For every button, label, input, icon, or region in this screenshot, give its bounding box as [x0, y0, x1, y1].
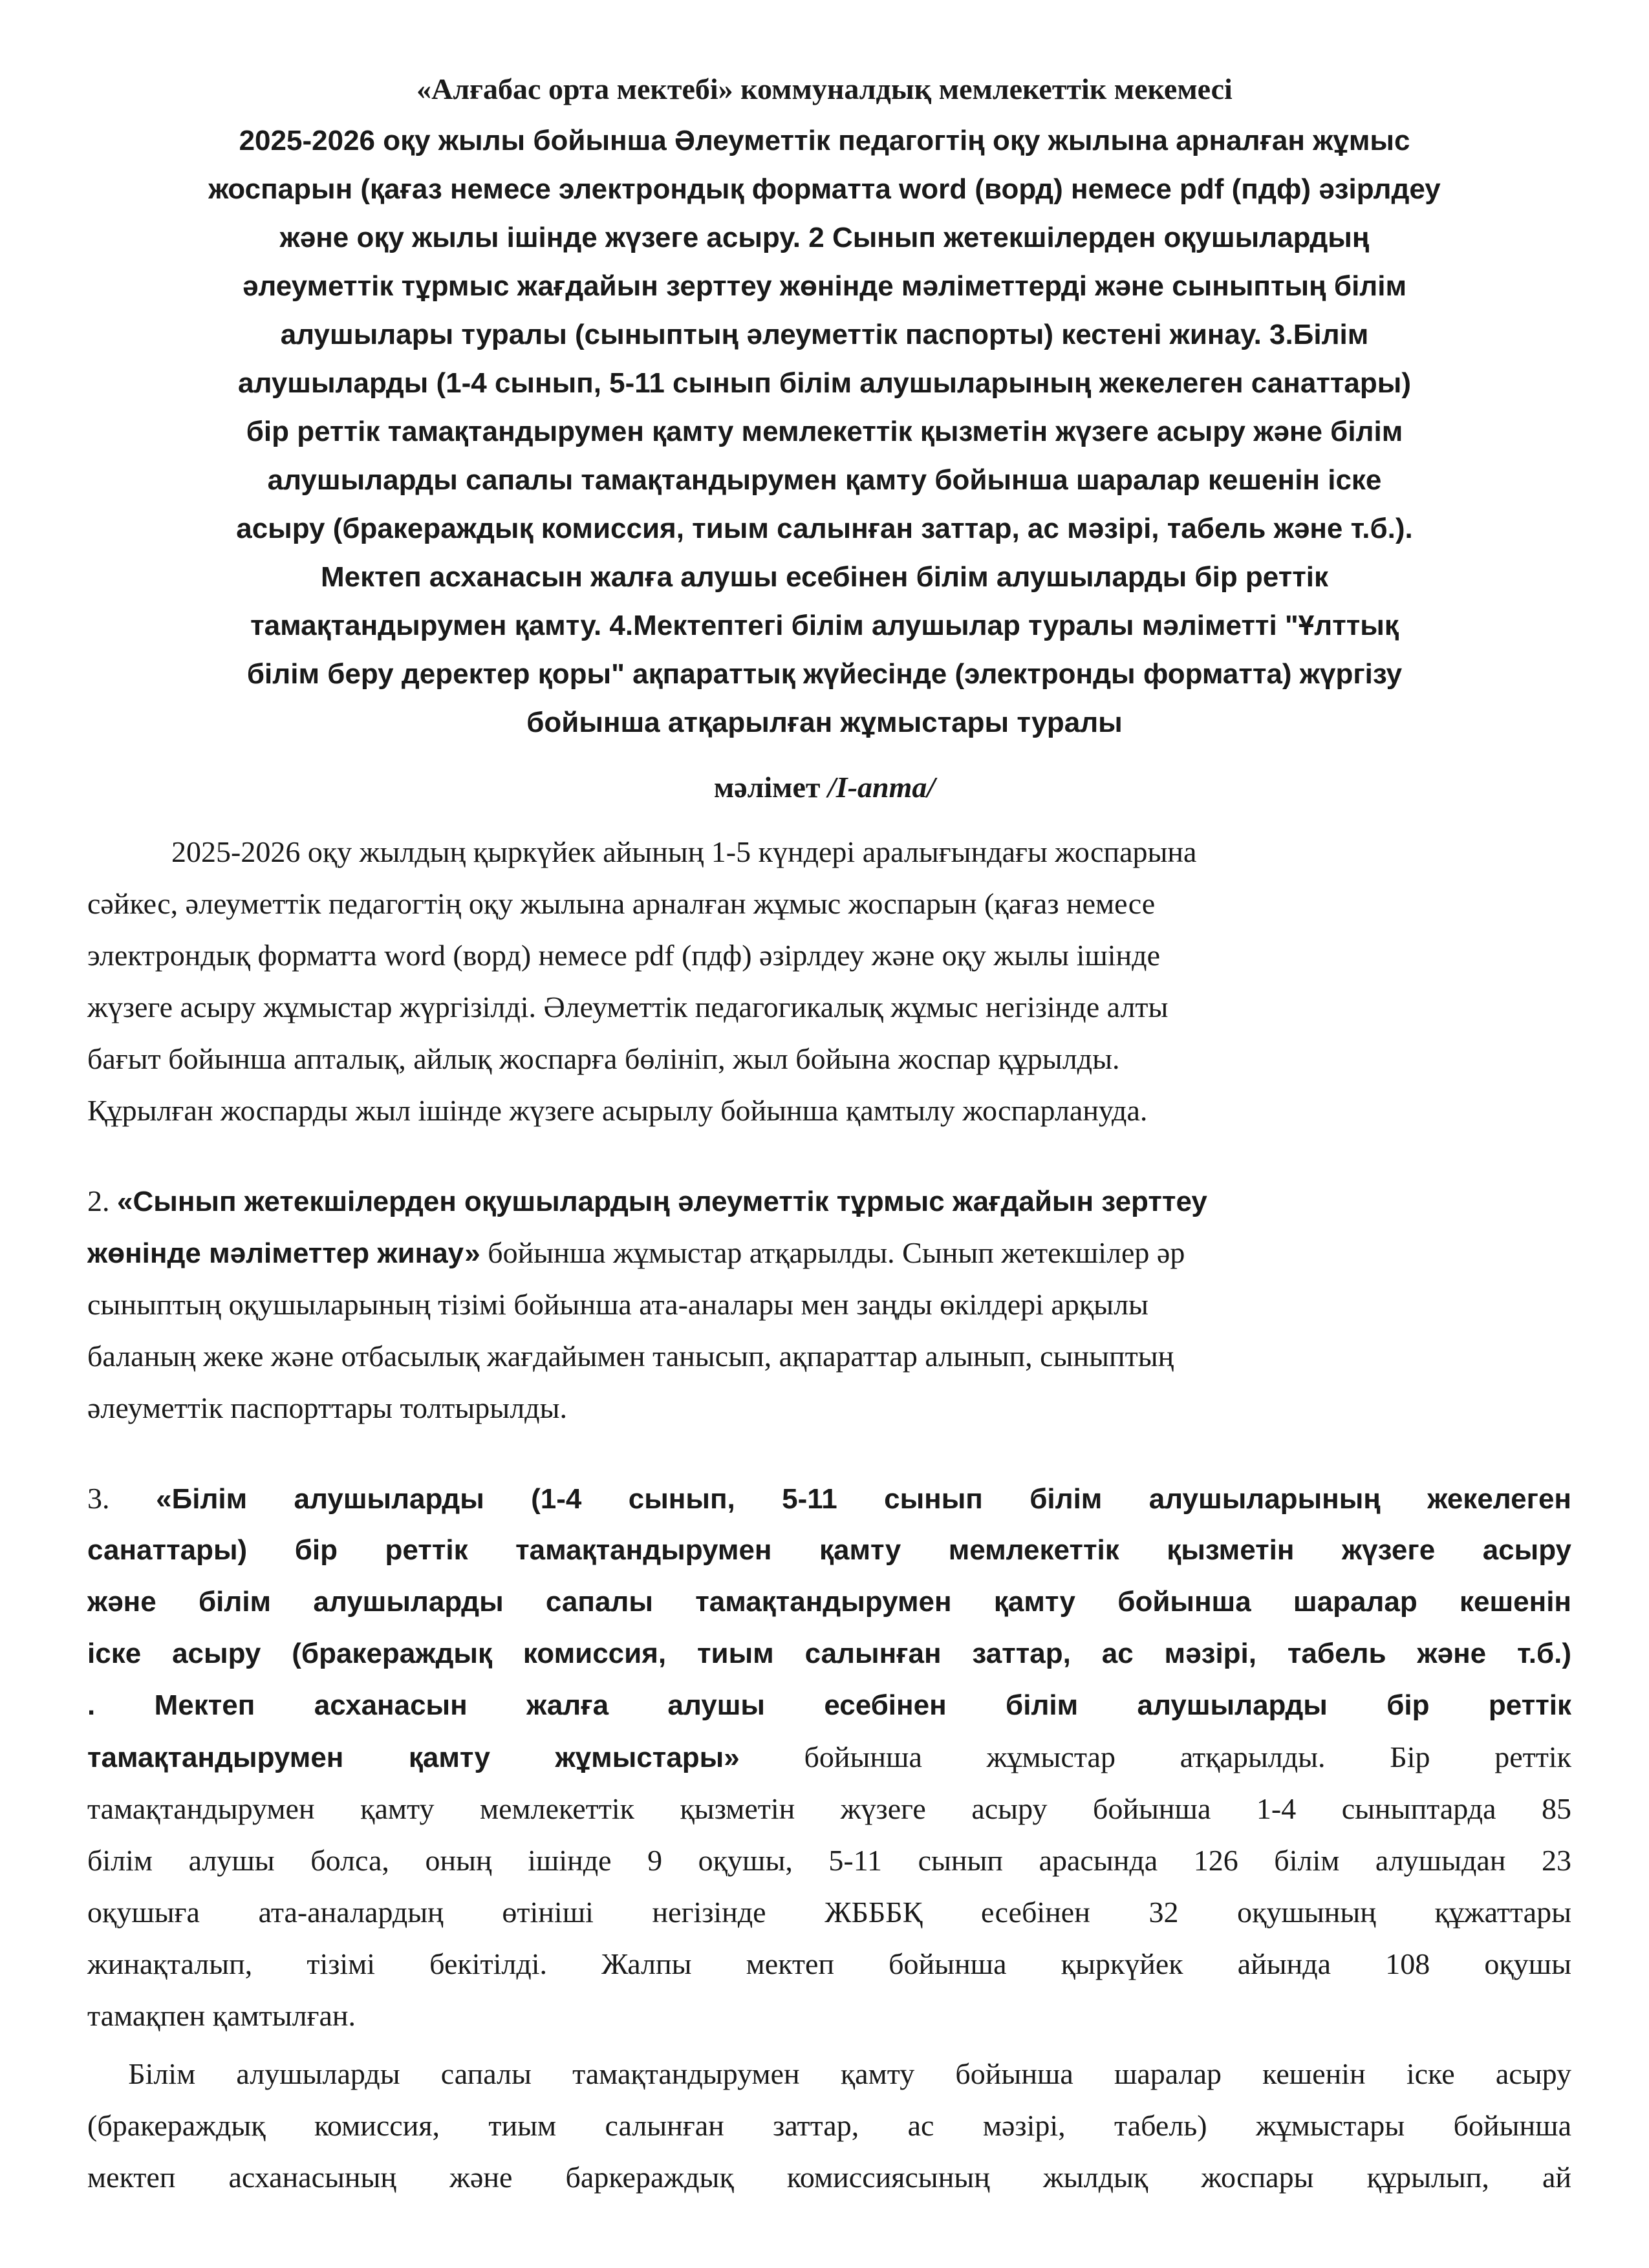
- report-title-line: және оқу жылы ішінде жүзеге асыру. 2 Сынып жетекшілерден оқушылардың: [279, 222, 1370, 253]
- info-week-label: [0, 769, 1649, 806]
- organization-title: «Алғабас орта мектебі» коммуналдық мемлекеттік мекемесі: [416, 72, 1233, 105]
- section3-number: 3.: [87, 1482, 156, 1515]
- section2-text: бойынша жұмыстар атқарылды. Сынып жетекшілер әр: [480, 1236, 1185, 1269]
- section1-line: сәйкес, әлеуметтік педагогтің оқу жылына арналған жұмыс жоспарын (қағаз немесе: [87, 887, 1156, 920]
- section1-line: Құрылған жоспарды жыл ішінде жүзеге асырылу бойынша қамтылу жоспарлануда.: [87, 1094, 1148, 1127]
- section2-line: сыныптың оқушыларының тізімі бойынша ата-аналары мен заңды өкілдері арқылы: [87, 1288, 1148, 1321]
- report-title-line: 2025-2026 оқу жылы бойынша Әлеуметтік педагогтің оқу жылына арналған жұмыс: [239, 125, 1410, 156]
- section1-line: электрондық форматта word (ворд) немесе pdf (пдф) әзірлдеу және оқу жылы ішінде: [87, 939, 1160, 972]
- report-title-line: бойынша атқарылған жұмыстары туралы: [526, 707, 1123, 738]
- report-title-line: алушылары туралы (сыныптың әлеуметтік паспорты) кестені жинау. 3.Білім: [280, 319, 1369, 350]
- section3-heading-line: санаттары) бір реттік тамақтандырумен қамту мемлекеттік қызметін жүзеге асыру: [87, 1534, 1571, 1566]
- section3-line: жинақталып, тізімі бекітілді. Жалпы мектеп бойынша қыркүйек айында 108 оқушы: [87, 1947, 1571, 1980]
- report-title-line: алушыларды сапалы тамақтандырумен қамту бойынша шаралар кешенін іске: [267, 464, 1382, 496]
- section4-line: Білім алушыларды сапалы тамақтандырумен қамту бойынша шаралар кешенін іске асыру: [87, 2057, 1571, 2090]
- section1-line: 2025-2026 оқу жылдың қыркүйек айының 1-5 күндері аралығындағы жоспарына: [171, 835, 1197, 868]
- section3-text: бойынша жұмыстар атқарылды. Бір реттік: [739, 1740, 1571, 1773]
- report-title-line: әлеуметтік тұрмыс жағдайын зерттеу жөнінде мәліметтерді және сыныптың білім: [242, 270, 1407, 302]
- section3-line: білім алушы болса, оның ішінде 9 оқушы, 5-11 сынып арасында 126 білім алушыдан 23: [87, 1844, 1571, 1877]
- section3-heading: «Білім алушыларды (1-4 сынып, 5-11 сынып білім алушыларының жекелеген: [156, 1483, 1572, 1515]
- section3-line: тамақпен қамтылған.: [87, 1999, 356, 2032]
- section2-heading-line: [87, 1183, 1571, 1220]
- section2-number: 2.: [87, 1184, 117, 1217]
- section3-heading-line: [87, 1481, 1571, 1517]
- report-title-line: алушыларды (1-4 сынып, 5-11 сынып білім алушыларының жекелеген санаттары): [237, 367, 1411, 399]
- section2-line: [87, 1235, 1571, 1272]
- section2-heading: «Сынып жетекшілерден оқушылардың әлеуметтік тұрмыс жағдайын зерттеу: [117, 1186, 1207, 1217]
- report-title-line: бір реттік тамақтандырумен қамту мемлекеттік қызметін жүзеге асыру және білім: [246, 416, 1403, 447]
- report-title-line: тамақтандырумен қамту. 4.Мектептегі білім алушылар туралы мәліметті "Ұлттық: [250, 610, 1399, 641]
- section1-line: жүзеге асыру жұмыстар жүргізілді. Әлеуметтік педагогикалық жұмыс негізінде алты: [87, 990, 1169, 1023]
- section3-heading-line: іске асыру (бракераждық комиссия, тиым салынған заттар, ас мәзірі, табель және т.б.): [87, 1638, 1571, 1669]
- section1-line: бағыт бойынша апталық, айлық жоспарға бөлініп, жыл бойына жоспар құрылды.: [87, 1042, 1120, 1075]
- report-title-line: асыру (бракераждық комиссия, тиым салынған заттар, ас мәзірі, табель және т.б.).: [236, 513, 1413, 544]
- section3-heading-line: және білім алушыларды сапалы тамақтандырумен қамту бойынша шаралар кешенін: [87, 1586, 1571, 1618]
- section4-line: мектеп асханасының және баркераждық комиссиясының жылдық жоспары құрылып, ай: [87, 2161, 1571, 2194]
- section2-heading-cont: жөнінде мәліметтер жинау»: [87, 1237, 480, 1269]
- section3-heading-end: тамақтандырумен қамту жұмыстары»: [87, 1742, 740, 1773]
- report-title-line: жоспарын (қағаз немесе электрондық форматта word (ворд) немесе pdf (пдф) әзірлдеу: [208, 173, 1441, 205]
- section3-heading-line: . Мектеп асханасын жалға алушы есебінен білім алушыларды бір реттік: [87, 1689, 1571, 1721]
- report-title-line: Мектеп асханасын жалға алушы есебінен білім алушыларды бір реттік: [320, 561, 1329, 593]
- section3-line: оқушыға ата-аналардың өтініші негізінде ЖБББҚ есебінен 32 оқушының құжаттары: [87, 1896, 1571, 1929]
- section3-line: [87, 1739, 1571, 1776]
- info-word: мәлімет: [713, 771, 828, 804]
- section3-line: тамақтандырумен қамту мемлекеттік қызметін жүзеге асыру бойынша 1-4 сыныптарда 85: [87, 1792, 1571, 1825]
- week-number: /I-апта/: [828, 771, 936, 804]
- section2-line: баланың жеке және отбасылық жағдайымен танысып, ақпараттар алынып, сыныптың: [87, 1340, 1174, 1373]
- report-title-line: білім беру деректер қоры" ақпараттық жүйесінде (электронды форматта) жүргізу: [246, 658, 1403, 690]
- section4-line: (бракераждық комиссия, тиым салынған заттар, ас мәзірі, табель) жұмыстары бойынша: [87, 2109, 1571, 2142]
- section2-line: әлеуметтік паспорттары толтырылды.: [87, 1391, 567, 1424]
